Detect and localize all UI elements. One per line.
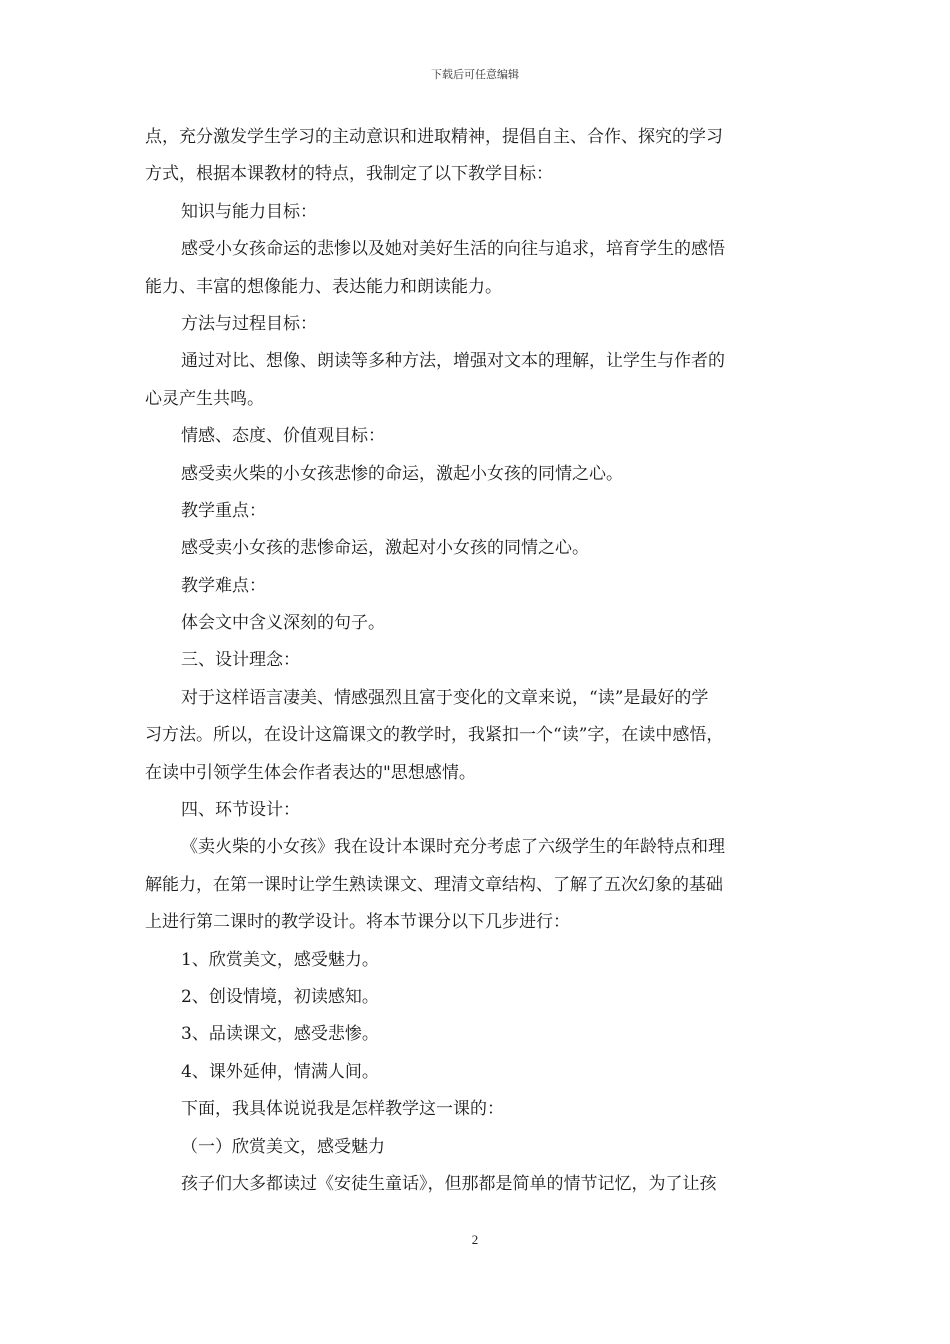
list-item: 3、品读课文，感受悲惨。 — [181, 1024, 379, 1045]
text-line: 点，充分激发学生学习的主动意识和进取精神，提倡自主、合作、探究的学习 — [145, 127, 723, 147]
text-line: 方式，根据本课教材的特点，我制定了以下教学目标： — [145, 164, 553, 185]
text-line: 解能力，在第一课时让学生熟读课文、理清文章结构、了解了五次幻象的基础 — [145, 874, 723, 895]
text-line: 感受卖小女孩的悲惨命运，激起对小女孩的同情之心。 — [181, 538, 589, 559]
text-line: 能力、丰富的想像能力、表达能力和朗读能力。 — [145, 276, 502, 297]
text-line: 对于这样语言凄美、情感强烈且富于变化的文章来说，“读”是最好的学 — [181, 687, 709, 708]
text-line: 感受卖火柴的小女孩悲惨的命运，激起小女孩的同情之心。 — [181, 463, 623, 484]
text-line: 上进行第二课时的教学设计。将本节课分以下几步进行： — [145, 912, 570, 933]
section-heading: 知识与能力目标： — [181, 201, 317, 222]
section-heading: 四、环节设计： — [181, 800, 300, 821]
section-heading: 情感、态度、价值观目标： — [181, 426, 385, 447]
text-line: 孩子们大多都读过《安徒生童话》，但那都是简单的情节记忆，为了让孩 — [181, 1173, 717, 1194]
text-line: 心灵产生共鸣。 — [145, 388, 264, 409]
list-item: 2、创设情境，初读感知。 — [181, 986, 379, 1007]
text-line: 体会文中含义深刻的句子。 — [181, 613, 385, 634]
text-line: 习方法。所以，在设计这篇课文的教学时，我紧扣一个“读”字，在读中感悟， — [145, 725, 724, 746]
page-number: 2 — [471, 1232, 479, 1247]
list-item: 1、欣赏美文，感受魅力。 — [181, 949, 379, 970]
section-heading: （一）欣赏美文，感受魅力 — [181, 1136, 385, 1157]
section-heading: 三、设计理念： — [181, 650, 300, 671]
document-body — [145, 119, 807, 1203]
text-line: 在读中引领学生体会作者表达的"思想感情。 — [145, 762, 476, 783]
text-line: 感受小女孩命运的悲惨以及她对美好生活的向往与追求，培育学生的感悟 — [181, 239, 725, 260]
text-line: 《卖火柴的小女孩》我在设计本课时充分考虑了六级学生的年龄特点和理 — [181, 837, 725, 858]
list-item: 4、课外延伸，情满人间。 — [181, 1061, 379, 1082]
page-header: 下载后可任意编辑 — [431, 68, 519, 81]
section-heading: 教学重点： — [181, 500, 266, 521]
section-heading: 教学难点： — [181, 575, 266, 596]
text-line: 下面，我具体说说我是怎样教学这一课的： — [181, 1099, 504, 1120]
text-line: 通过对比、想像、朗读等多种方法，增强对文本的理解，让学生与作者的 — [181, 351, 725, 372]
section-heading: 方法与过程目标： — [181, 313, 317, 334]
